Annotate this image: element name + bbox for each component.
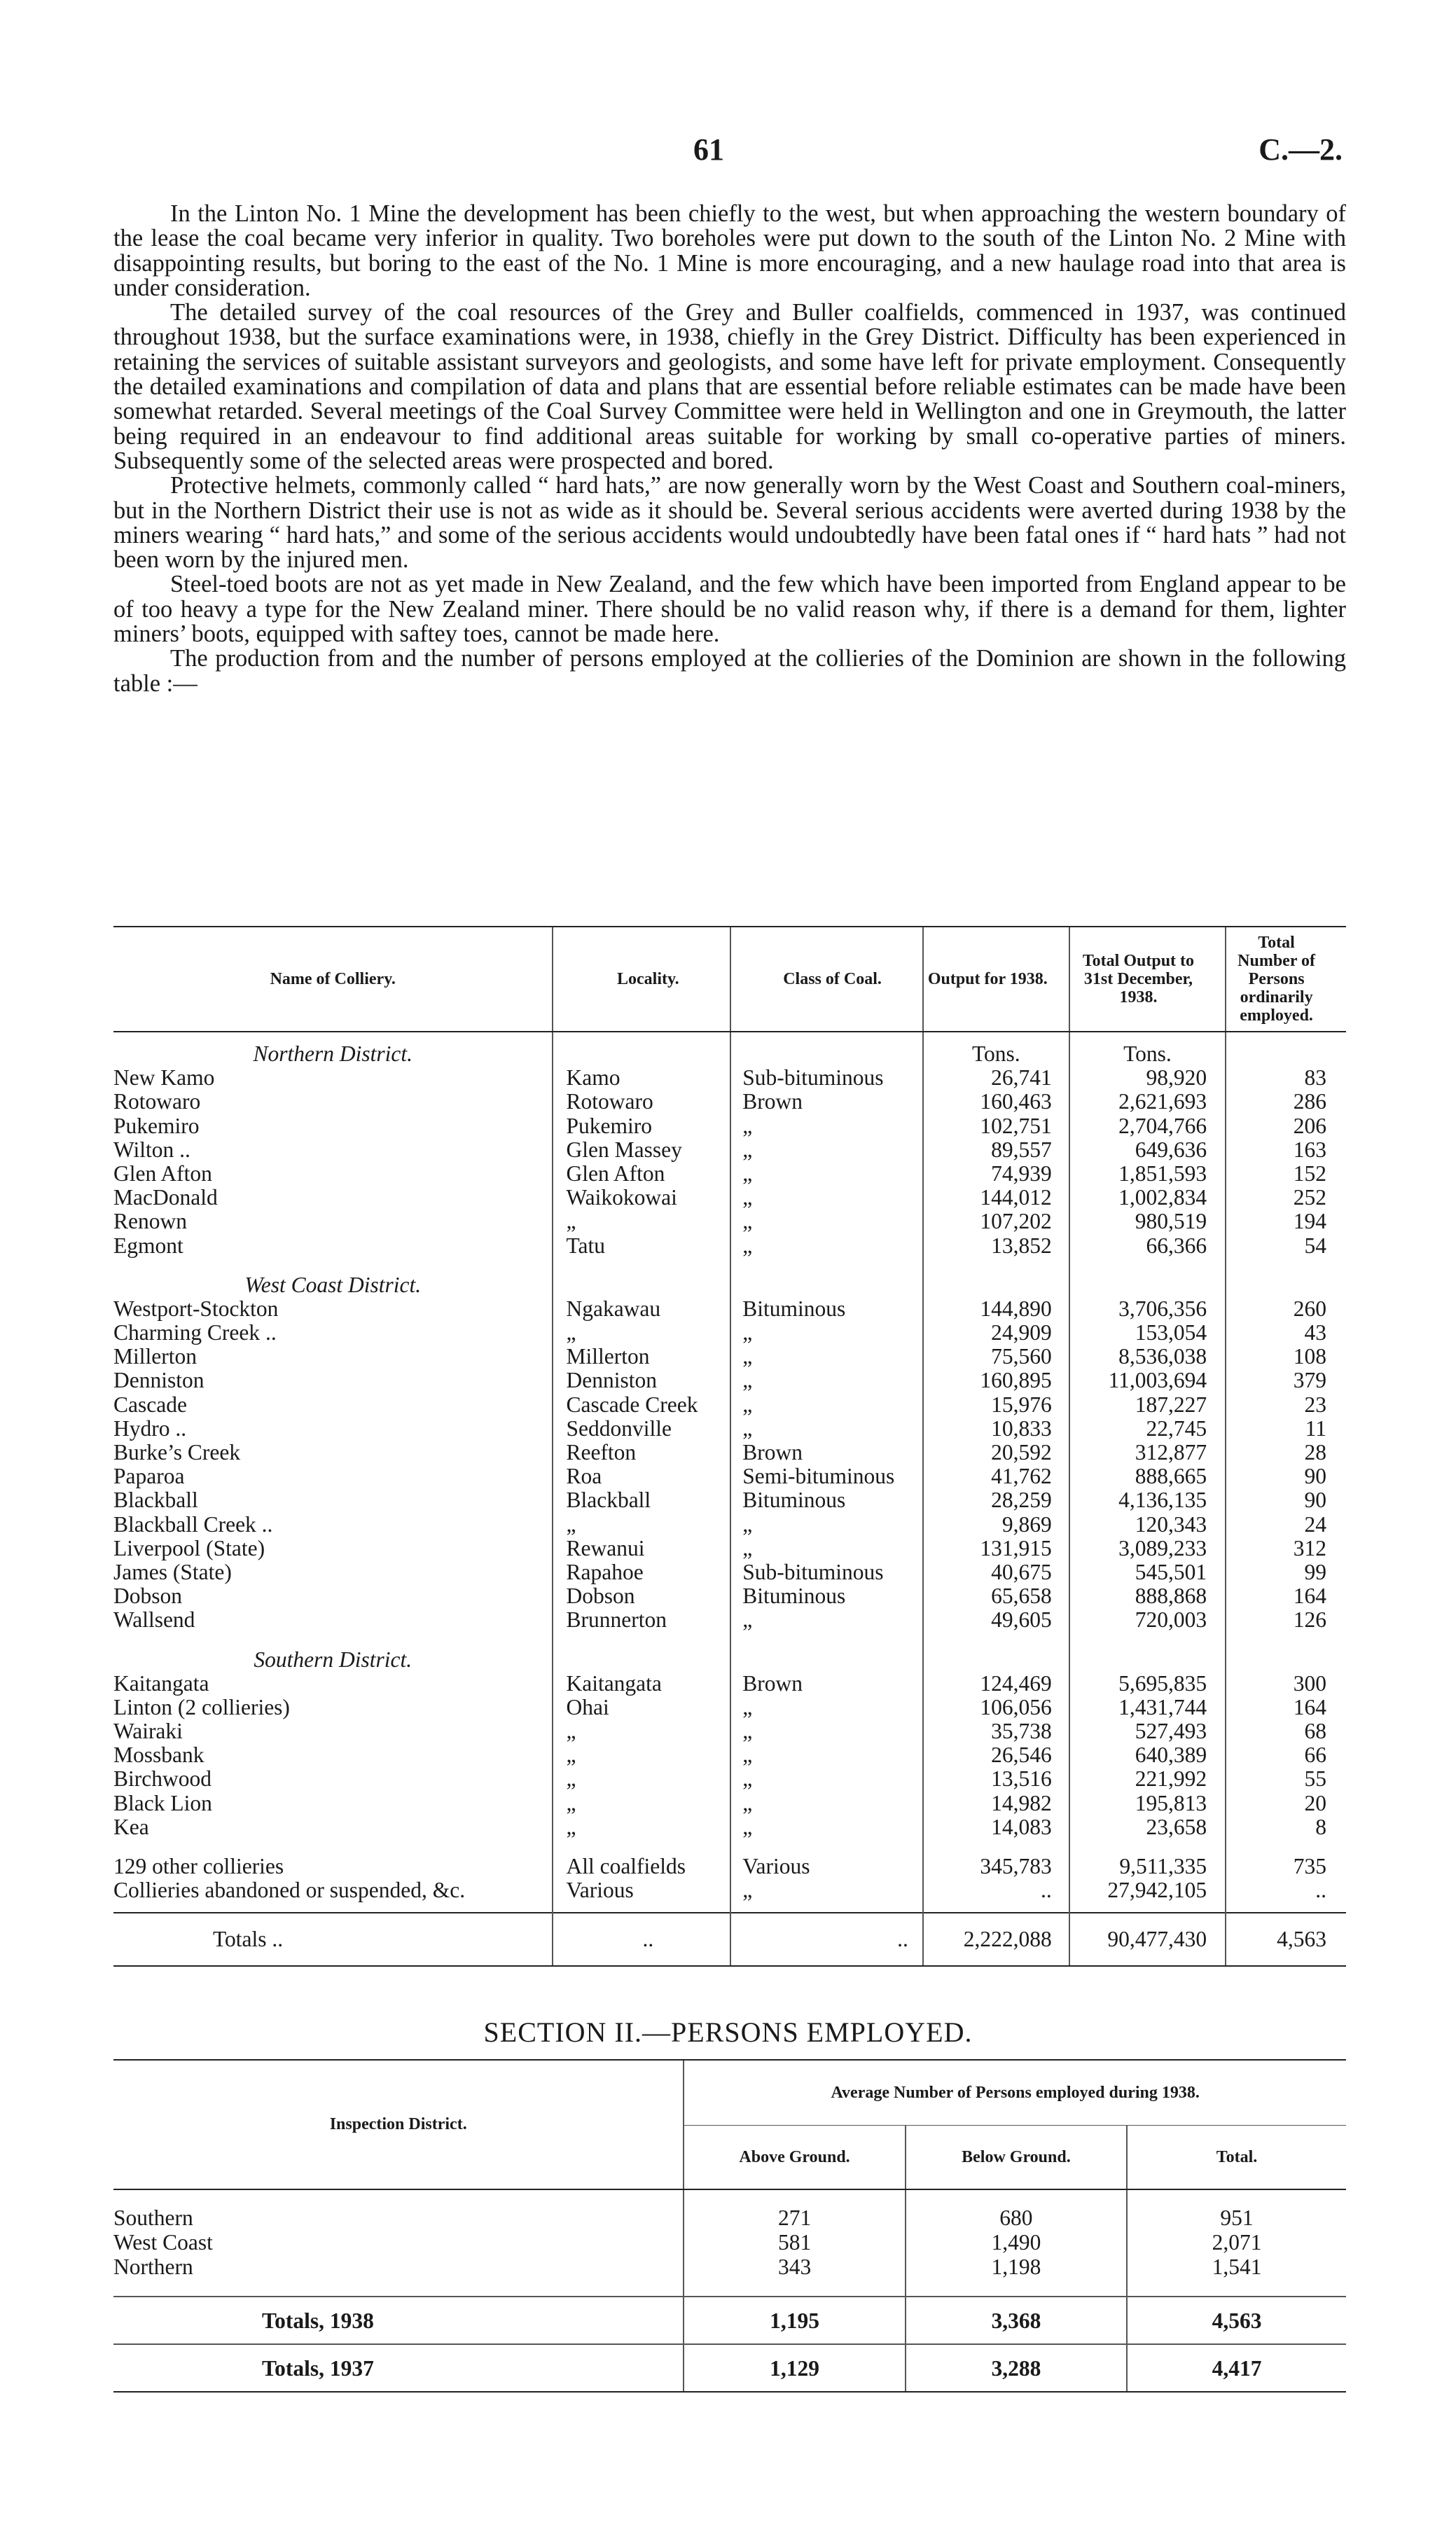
locality: Waikokowai bbox=[553, 1186, 730, 1210]
coal-class: Semi-bituminous bbox=[730, 1465, 923, 1488]
header-below: Below Ground. bbox=[906, 2126, 1127, 2190]
district-heading: Southern District. bbox=[254, 1647, 412, 1672]
total-output: 5,695,835 bbox=[1069, 1672, 1226, 1696]
persons-employed: 152 bbox=[1226, 1162, 1346, 1186]
header-group: Average Number of Persons employed during 1938. bbox=[684, 2060, 1346, 2126]
colliery-name: Pukemiro bbox=[113, 1114, 200, 1138]
total-output: 9,511,335 bbox=[1069, 1855, 1226, 1878]
total-output: 649,636 bbox=[1069, 1138, 1226, 1162]
table-row bbox=[113, 1719, 1346, 1743]
persons-employed: 194 bbox=[1226, 1210, 1346, 1233]
total-output: 27,942,105 bbox=[1069, 1878, 1226, 1902]
output-1938: 15,976 bbox=[923, 1393, 1069, 1417]
output-1938: 74,939 bbox=[923, 1162, 1069, 1186]
colliery-name: Liverpool (State) bbox=[113, 1536, 265, 1560]
colliery-name: Cascade bbox=[113, 1392, 187, 1417]
persons-employed: 24 bbox=[1226, 1513, 1346, 1537]
locality: Glen Afton bbox=[553, 1162, 730, 1186]
persons-employed: 66 bbox=[1226, 1743, 1346, 1767]
output-1938: 26,546 bbox=[923, 1743, 1069, 1767]
output-1938: 10,833 bbox=[923, 1417, 1069, 1441]
output-1938: 75,560 bbox=[923, 1345, 1069, 1369]
coal-class: „ bbox=[730, 1393, 923, 1417]
below-ground: 3,368 bbox=[906, 2297, 1127, 2344]
paragraph: The production from and the number of persons employed at the collieries of the Dominion are shown in the following table :— bbox=[113, 645, 1346, 697]
coal-class: „ bbox=[730, 1345, 923, 1369]
colliery-name: Wairaki bbox=[113, 1719, 183, 1744]
colliery-table bbox=[113, 926, 1346, 1967]
output-1938: 26,741 bbox=[923, 1066, 1069, 1090]
locality: „ bbox=[553, 1792, 730, 1815]
below-ground: 1,490 bbox=[906, 2230, 1127, 2255]
persons-employed: 164 bbox=[1226, 1584, 1346, 1608]
output-1938: 144,012 bbox=[923, 1186, 1069, 1210]
colliery-name: Blackball bbox=[113, 1488, 198, 1513]
totals-label: Totals, 1937 bbox=[113, 2344, 684, 2392]
output-1938: 89,557 bbox=[923, 1138, 1069, 1162]
output-1938: 65,658 bbox=[923, 1584, 1069, 1608]
district-heading: West Coast District. bbox=[244, 1273, 422, 1297]
colliery-name: Paparoa bbox=[113, 1465, 185, 1489]
colliery-name: Rotowaro bbox=[113, 1090, 201, 1114]
coal-class: „ bbox=[730, 1815, 923, 1839]
locality: „ bbox=[553, 1321, 730, 1345]
locality: „ bbox=[553, 1743, 730, 1767]
total-output: 545,501 bbox=[1069, 1560, 1226, 1584]
persons-employed: 8 bbox=[1226, 1815, 1346, 1839]
table-row bbox=[113, 1369, 1346, 1392]
total-output: 640,389 bbox=[1069, 1743, 1226, 1767]
total-output: 221,992 bbox=[1069, 1767, 1226, 1791]
totals-row bbox=[113, 2297, 1346, 2344]
paragraph: Steel-toed boots are not as yet made in New Zealand, and the few which have been imported from England appear to be of too heavy a type for the New Zealand miner. There should be no valid reason why, if there is a demand for them, lighter miners’ boots, equipped with saftey toes, cannot be made here. bbox=[113, 571, 1346, 648]
table-row bbox=[113, 1855, 1346, 1878]
persons-employed: 126 bbox=[1226, 1608, 1346, 1632]
totals-class: .. bbox=[730, 1913, 923, 1966]
total-output: 187,227 bbox=[1069, 1393, 1226, 1417]
locality: „ bbox=[553, 1210, 730, 1233]
spacer-row bbox=[113, 1633, 1346, 1648]
above-ground: 271 bbox=[684, 2206, 905, 2230]
locality: „ bbox=[553, 1513, 730, 1537]
persons-employed: 300 bbox=[1226, 1672, 1346, 1696]
persons-employed: 43 bbox=[1226, 1321, 1346, 1345]
persons-employed: 83 bbox=[1226, 1066, 1346, 1090]
persons-employed: 379 bbox=[1226, 1369, 1346, 1392]
page-number: 61 bbox=[693, 132, 724, 167]
total-output: 23,658 bbox=[1069, 1815, 1226, 1839]
colliery-name: Millerton bbox=[113, 1345, 197, 1369]
document-reference: C.—2. bbox=[1259, 132, 1343, 167]
above-ground: 581 bbox=[684, 2230, 905, 2255]
spacer-row bbox=[113, 1258, 1346, 1273]
table-header-row bbox=[113, 2060, 1346, 2126]
persons-employed: 312 bbox=[1226, 1537, 1346, 1560]
locality: Dobson bbox=[553, 1584, 730, 1608]
total-output: 3,089,233 bbox=[1069, 1537, 1226, 1560]
colliery-name: Charming Creek .. bbox=[113, 1321, 277, 1345]
district-name: West Coast bbox=[113, 2230, 213, 2255]
persons-employed: 54 bbox=[1226, 1234, 1346, 1258]
colliery-name: Black Lion bbox=[113, 1791, 212, 1815]
output-1938: 28,259 bbox=[923, 1488, 1069, 1512]
colliery-name: Burke’s Creek bbox=[113, 1441, 241, 1465]
header-total-output: Total Output to 31st December, 1938. bbox=[1069, 927, 1226, 1032]
locality: All coalfields bbox=[553, 1855, 730, 1878]
coal-class: „ bbox=[730, 1234, 923, 1258]
header-total: Total. bbox=[1127, 2126, 1346, 2190]
coal-class: Various bbox=[730, 1855, 923, 1878]
locality: Rapahoe bbox=[553, 1560, 730, 1584]
total: 2,071 bbox=[1127, 2230, 1346, 2255]
above-ground: 343 bbox=[684, 2255, 905, 2279]
table-row bbox=[113, 1584, 1346, 1608]
colliery-name: Renown bbox=[113, 1210, 187, 1234]
below-ground: 3,288 bbox=[906, 2344, 1127, 2392]
colliery-name: Egmont bbox=[113, 1233, 183, 1258]
coal-class: „ bbox=[730, 1767, 923, 1791]
total-output: 1,851,593 bbox=[1069, 1162, 1226, 1186]
total-output: 22,745 bbox=[1069, 1417, 1226, 1441]
persons-employed: .. bbox=[1226, 1878, 1346, 1902]
colliery-name: Kea bbox=[113, 1815, 149, 1839]
coal-class: „ bbox=[730, 1321, 923, 1345]
section-title: SECTION II.—PERSONS EMPLOYED. bbox=[483, 2016, 973, 2048]
persons-employed: 286 bbox=[1226, 1090, 1346, 1114]
above-ground: 1,129 bbox=[684, 2344, 905, 2392]
header-persons: Total Number of Persons ordinarily employed. bbox=[1226, 927, 1346, 1032]
output-1938: 124,469 bbox=[923, 1672, 1069, 1696]
total-output: 2,621,693 bbox=[1069, 1090, 1226, 1114]
locality: Cascade Creek bbox=[553, 1393, 730, 1417]
table-row bbox=[113, 1537, 1346, 1560]
locality: Tatu bbox=[553, 1234, 730, 1258]
colliery-name: Denniston bbox=[113, 1369, 204, 1393]
table-row bbox=[113, 1560, 1346, 1584]
table-row bbox=[113, 1186, 1346, 1210]
coal-class: „ bbox=[730, 1114, 923, 1138]
output-1938: 106,056 bbox=[923, 1696, 1069, 1719]
coal-class: „ bbox=[730, 1186, 923, 1210]
output-1938: 49,605 bbox=[923, 1608, 1069, 1632]
coal-class: Brown bbox=[730, 1672, 923, 1696]
total-output: 1,431,744 bbox=[1069, 1696, 1226, 1719]
unit-label: Tons. bbox=[1069, 1042, 1226, 1066]
total: 4,563 bbox=[1127, 2297, 1346, 2344]
totals-locality: .. bbox=[553, 1913, 730, 1966]
persons-employed: 735 bbox=[1226, 1855, 1346, 1878]
total-output: 980,519 bbox=[1069, 1210, 1226, 1233]
coal-class: Brown bbox=[730, 1441, 923, 1465]
total-output: 2,704,766 bbox=[1069, 1114, 1226, 1138]
colliery-name: Dobson bbox=[113, 1584, 183, 1609]
totals-label: Totals .. bbox=[113, 1913, 553, 1966]
total-output: 120,343 bbox=[1069, 1513, 1226, 1537]
persons-employed: 108 bbox=[1226, 1345, 1346, 1369]
colliery-name: Wallsend bbox=[113, 1608, 195, 1633]
locality: Ohai bbox=[553, 1696, 730, 1719]
output-1938: 13,852 bbox=[923, 1234, 1069, 1258]
spacer-row bbox=[113, 1839, 1346, 1855]
coal-class: „ bbox=[730, 1696, 923, 1719]
table-row bbox=[113, 1878, 1346, 1902]
table-row bbox=[113, 1321, 1346, 1345]
coal-class: „ bbox=[730, 1138, 923, 1162]
locality: Roa bbox=[553, 1465, 730, 1488]
colliery-name: New Kamo bbox=[113, 1066, 215, 1090]
output-1938: 144,890 bbox=[923, 1297, 1069, 1321]
total: 4,417 bbox=[1127, 2344, 1346, 2392]
persons-employed: 20 bbox=[1226, 1792, 1346, 1815]
section-row bbox=[113, 1042, 1346, 1066]
coal-class: „ bbox=[730, 1162, 923, 1186]
output-1938: 35,738 bbox=[923, 1719, 1069, 1743]
district-heading: Northern District. bbox=[253, 1042, 412, 1066]
persons-table-body bbox=[113, 2189, 1346, 2392]
coal-class: „ bbox=[730, 1878, 923, 1902]
table-row bbox=[113, 1114, 1346, 1138]
output-1938: 14,982 bbox=[923, 1792, 1069, 1815]
below-ground: 1,198 bbox=[906, 2255, 1127, 2279]
output-1938: 160,895 bbox=[923, 1369, 1069, 1392]
table-row bbox=[113, 1297, 1346, 1321]
total-output: 195,813 bbox=[1069, 1792, 1226, 1815]
output-1938: 9,869 bbox=[923, 1513, 1069, 1537]
coal-class: Sub-bituminous bbox=[730, 1560, 923, 1584]
colliery-name: Mossbank bbox=[113, 1743, 204, 1768]
output-1938: 345,783 bbox=[923, 1855, 1069, 1878]
coal-class: „ bbox=[730, 1369, 923, 1392]
coal-class: „ bbox=[730, 1210, 923, 1233]
locality: Pukemiro bbox=[553, 1114, 730, 1138]
unit-label: Tons. bbox=[923, 1042, 1069, 1066]
header-district: Inspection District. bbox=[113, 2060, 684, 2189]
colliery-name: Birchwood bbox=[113, 1767, 212, 1792]
coal-class: „ bbox=[730, 1537, 923, 1560]
total-output: 312,877 bbox=[1069, 1441, 1226, 1465]
header-locality: Locality. bbox=[553, 927, 730, 1032]
spacer-row bbox=[113, 2279, 1346, 2297]
table-row bbox=[113, 1608, 1346, 1632]
locality: Blackball bbox=[553, 1488, 730, 1512]
locality: Millerton bbox=[553, 1345, 730, 1369]
section-row bbox=[113, 1273, 1346, 1297]
locality: Seddonville bbox=[553, 1417, 730, 1441]
persons-employed: 90 bbox=[1226, 1488, 1346, 1512]
table-row bbox=[113, 1815, 1346, 1839]
coal-class: Sub-bituminous bbox=[730, 1066, 923, 1090]
total-output: 527,493 bbox=[1069, 1719, 1226, 1743]
coal-class: „ bbox=[730, 1417, 923, 1441]
colliery-name: Wilton .. bbox=[113, 1137, 190, 1162]
table-row bbox=[113, 2206, 1346, 2230]
table-row bbox=[113, 1513, 1346, 1537]
table-row bbox=[113, 1672, 1346, 1696]
table-row bbox=[113, 1488, 1346, 1512]
header-class: Class of Coal. bbox=[730, 927, 923, 1032]
table-row bbox=[113, 1210, 1346, 1233]
total-output: 888,665 bbox=[1069, 1465, 1226, 1488]
paragraph: In the Linton No. 1 Mine the development has been chiefly to the west, but when approaching the western boundary of the lease the coal became very inferior in quality. Two boreholes were put down to the south of the Linton No. 2 Mine with disappointing results, but boring to the east of the No. 1 Mine is more encouraging, and a new haulage road into that area is under consideration. bbox=[113, 200, 1346, 301]
output-1938: 102,751 bbox=[923, 1114, 1069, 1138]
table-row bbox=[113, 1138, 1346, 1162]
persons-employed: 260 bbox=[1226, 1297, 1346, 1321]
total: 951 bbox=[1127, 2206, 1346, 2230]
paragraph: Protective helmets, commonly called “ hard hats,” are now generally worn by the West Coast and Southern coal-miners, but in the Northern District their use is not as wide as it should be. Several serious accidents were averted during 1938 by the miners wearing “ hard hats,” and some of the serious accidents would undoubtedly have been fatal ones if “ hard hats ” had not been worn by the injured men. bbox=[113, 472, 1346, 574]
locality: Rewanui bbox=[553, 1537, 730, 1560]
persons-employed: 252 bbox=[1226, 1186, 1346, 1210]
totals-total-output: 90,477,430 bbox=[1069, 1913, 1226, 1966]
output-1938: 40,675 bbox=[923, 1560, 1069, 1584]
colliery-name: Westport-Stockton bbox=[113, 1296, 279, 1321]
persons-employed: 11 bbox=[1226, 1417, 1346, 1441]
persons-employed: 28 bbox=[1226, 1441, 1346, 1465]
table-row bbox=[113, 1417, 1346, 1441]
total-output: 98,920 bbox=[1069, 1066, 1226, 1090]
totals-label: Totals, 1938 bbox=[113, 2297, 684, 2344]
table-row bbox=[113, 1743, 1346, 1767]
total-output: 888,868 bbox=[1069, 1584, 1226, 1608]
colliery-name: James (State) bbox=[113, 1560, 232, 1584]
total-output: 66,366 bbox=[1069, 1234, 1226, 1258]
table-row bbox=[113, 1090, 1346, 1114]
below-ground: 680 bbox=[906, 2206, 1127, 2230]
table-row bbox=[113, 1767, 1346, 1791]
total: 1,541 bbox=[1127, 2255, 1346, 2279]
persons-employed: 68 bbox=[1226, 1719, 1346, 1743]
table-row bbox=[113, 1162, 1346, 1186]
section-row bbox=[113, 1648, 1346, 1672]
colliery-name: Kaitangata bbox=[113, 1671, 209, 1696]
table-row bbox=[113, 2255, 1346, 2279]
persons-employed: 90 bbox=[1226, 1465, 1346, 1488]
table-row bbox=[113, 1393, 1346, 1417]
persons-table bbox=[113, 2059, 1346, 2393]
persons-employed: 206 bbox=[1226, 1114, 1346, 1138]
table-row bbox=[113, 1066, 1346, 1090]
output-1938: 14,083 bbox=[923, 1815, 1069, 1839]
persons-employed: 23 bbox=[1226, 1393, 1346, 1417]
persons-employed: 163 bbox=[1226, 1138, 1346, 1162]
totals-persons: 4,563 bbox=[1226, 1913, 1346, 1966]
spacer-row bbox=[113, 1902, 1346, 1913]
table-row bbox=[113, 1345, 1346, 1369]
total-output: 720,003 bbox=[1069, 1608, 1226, 1632]
locality: Reefton bbox=[553, 1441, 730, 1465]
coal-class: Bituminous bbox=[730, 1297, 923, 1321]
locality: Kaitangata bbox=[553, 1672, 730, 1696]
table-row bbox=[113, 1465, 1346, 1488]
totals-output: 2,222,088 bbox=[923, 1913, 1069, 1966]
table-row bbox=[113, 1792, 1346, 1815]
table-row bbox=[113, 1696, 1346, 1719]
locality: Rotowaro bbox=[553, 1090, 730, 1114]
above-ground: 1,195 bbox=[684, 2297, 905, 2344]
output-1938: 107,202 bbox=[923, 1210, 1069, 1233]
colliery-name: Glen Afton bbox=[113, 1161, 212, 1186]
district-name: Southern bbox=[113, 2206, 193, 2230]
table-row bbox=[113, 1441, 1346, 1465]
colliery-name: Blackball Creek .. bbox=[113, 1512, 273, 1537]
totals-row bbox=[113, 1913, 1346, 1966]
total-output: 153,054 bbox=[1069, 1321, 1226, 1345]
locality: Glen Massey bbox=[553, 1138, 730, 1162]
colliery-name: Collieries abandoned or suspended, &c. bbox=[113, 1878, 466, 1903]
output-1938: 160,463 bbox=[923, 1090, 1069, 1114]
locality: „ bbox=[553, 1719, 730, 1743]
table-row bbox=[113, 1234, 1346, 1258]
locality: Kamo bbox=[553, 1066, 730, 1090]
persons-employed: 55 bbox=[1226, 1767, 1346, 1791]
locality: „ bbox=[553, 1815, 730, 1839]
coal-class: „ bbox=[730, 1608, 923, 1632]
body-text bbox=[113, 202, 1346, 696]
coal-class: „ bbox=[730, 1719, 923, 1743]
coal-class: Bituminous bbox=[730, 1584, 923, 1608]
locality: Denniston bbox=[553, 1369, 730, 1392]
colliery-name: 129 other collieries bbox=[113, 1855, 284, 1878]
total-output: 8,536,038 bbox=[1069, 1345, 1226, 1369]
table-row bbox=[113, 2230, 1346, 2255]
locality: Ngakawau bbox=[553, 1297, 730, 1321]
coal-class: Bituminous bbox=[730, 1488, 923, 1512]
header-above: Above Ground. bbox=[684, 2126, 905, 2190]
output-1938: .. bbox=[923, 1878, 1069, 1902]
coal-class: Brown bbox=[730, 1090, 923, 1114]
coal-class: „ bbox=[730, 1743, 923, 1767]
district-name: Northern bbox=[113, 2255, 193, 2279]
colliery-name: Linton (2 collieries) bbox=[113, 1695, 290, 1719]
locality: Various bbox=[553, 1878, 730, 1902]
colliery-table-body bbox=[113, 1032, 1346, 1966]
locality: Brunnerton bbox=[553, 1608, 730, 1632]
colliery-name: Hydro .. bbox=[113, 1416, 187, 1441]
header-output: Output for 1938. bbox=[923, 927, 1069, 1032]
total-output: 3,706,356 bbox=[1069, 1297, 1226, 1321]
output-1938: 20,592 bbox=[923, 1441, 1069, 1465]
persons-employed: 164 bbox=[1226, 1696, 1346, 1719]
table-header-row bbox=[113, 927, 1346, 1032]
paragraph: The detailed survey of the coal resources of the Grey and Buller coalfields, commenced in 1937, was continued throughout 1938, but the surface examinations were, in 1938, chiefly in the Grey District. Difficulty has been experienced in retaining the services of suitable assistant surveyors and geologists, and some have left for private employment. Consequently the detailed examinations and compilation of data and plans that are essential before reliable estimates can be made have been somewhat retarded. Several meetings of the Coal Survey Committee were held in Wellington and one in Greymouth, the latter being required in an endeavour to find additional areas suitable for working by small co-operative parties of miners. Subsequently some of the selected areas were prospected and bored. bbox=[113, 299, 1346, 474]
output-1938: 24,909 bbox=[923, 1321, 1069, 1345]
coal-class: „ bbox=[730, 1792, 923, 1815]
locality: „ bbox=[553, 1767, 730, 1791]
persons-employed: 99 bbox=[1226, 1560, 1346, 1584]
totals-row bbox=[113, 2344, 1346, 2392]
output-1938: 41,762 bbox=[923, 1465, 1069, 1488]
header-name: Name of Colliery. bbox=[113, 927, 553, 1032]
total-output: 1,002,834 bbox=[1069, 1186, 1226, 1210]
coal-class: „ bbox=[730, 1513, 923, 1537]
output-1938: 13,516 bbox=[923, 1767, 1069, 1791]
total-output: 4,136,135 bbox=[1069, 1488, 1226, 1512]
total-output: 11,003,694 bbox=[1069, 1369, 1226, 1392]
output-1938: 131,915 bbox=[923, 1537, 1069, 1560]
spacer-row bbox=[113, 2189, 1346, 2206]
colliery-name: MacDonald bbox=[113, 1186, 218, 1210]
